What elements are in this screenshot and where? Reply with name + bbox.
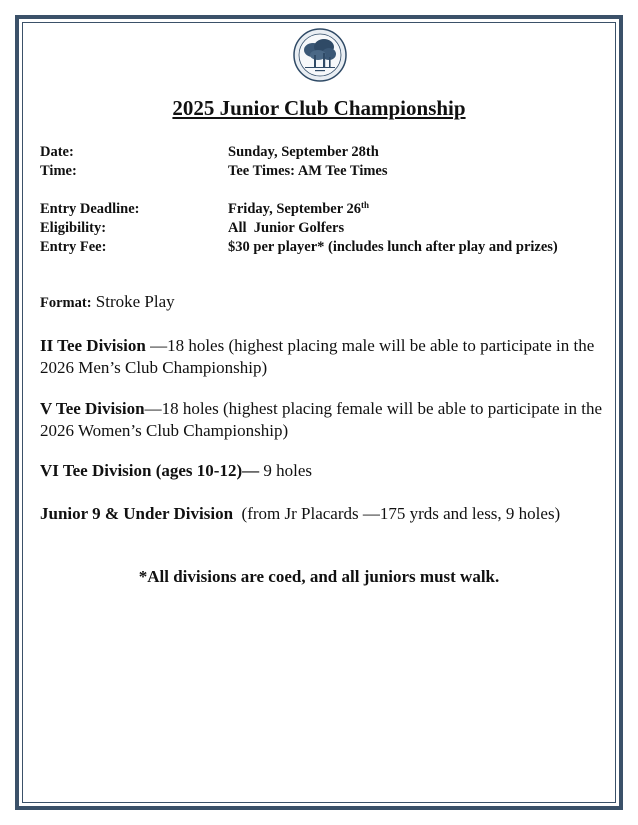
division-vi-tee xyxy=(40,460,605,482)
division-description: 9 holes xyxy=(259,461,313,480)
division-description: (from Jr Placards —175 yrds and less, 9 holes) xyxy=(233,504,561,523)
club-logo-tree-icon xyxy=(293,28,347,82)
date-value: Sunday, September 28th xyxy=(228,144,379,160)
division-name: VI Tee Division (ages 10-12)— xyxy=(40,461,260,480)
format-label: Format: xyxy=(40,295,92,311)
entry-fee-value: $30 per player* (includes lunch after play and prizes) xyxy=(228,239,558,255)
division-v-tee xyxy=(40,398,605,442)
division-junior-9-under xyxy=(40,503,605,525)
format-line xyxy=(40,291,605,314)
date-label: Date: xyxy=(40,144,74,160)
entry-fee-label: Entry Fee: xyxy=(40,239,107,255)
time-label: Time: xyxy=(40,163,77,179)
division-description: —18 holes (highest placing male will be able to participate in the 2026 Men’s Club Championship) xyxy=(40,336,595,377)
entry-deadline-suffix: th xyxy=(361,200,370,210)
page-title: 2025 Junior Club Championship xyxy=(172,96,466,120)
eligibility-value: All Junior Golfers xyxy=(228,220,345,236)
division-name: Junior 9 & Under Division xyxy=(40,504,234,523)
eligibility-label: Eligibility: xyxy=(40,220,107,236)
division-name: V Tee Division xyxy=(40,399,145,418)
entry-deadline-value xyxy=(228,200,558,219)
entry-deadline-date: Friday, September 26 xyxy=(228,201,362,217)
coed-walking-note: *All divisions are coed, and all juniors must walk. xyxy=(138,567,500,586)
division-ii-tee xyxy=(40,335,605,379)
time-value: Tee Times: AM Tee Times xyxy=(228,163,388,179)
format-value: Stroke Play xyxy=(91,292,175,311)
entry-deadline-label: Entry Deadline: xyxy=(40,201,140,217)
division-name: II Tee Division xyxy=(40,336,151,355)
division-description: —18 holes (highest placing female will be able to participate in the 2026 Women’s Club Championship) xyxy=(40,399,603,440)
